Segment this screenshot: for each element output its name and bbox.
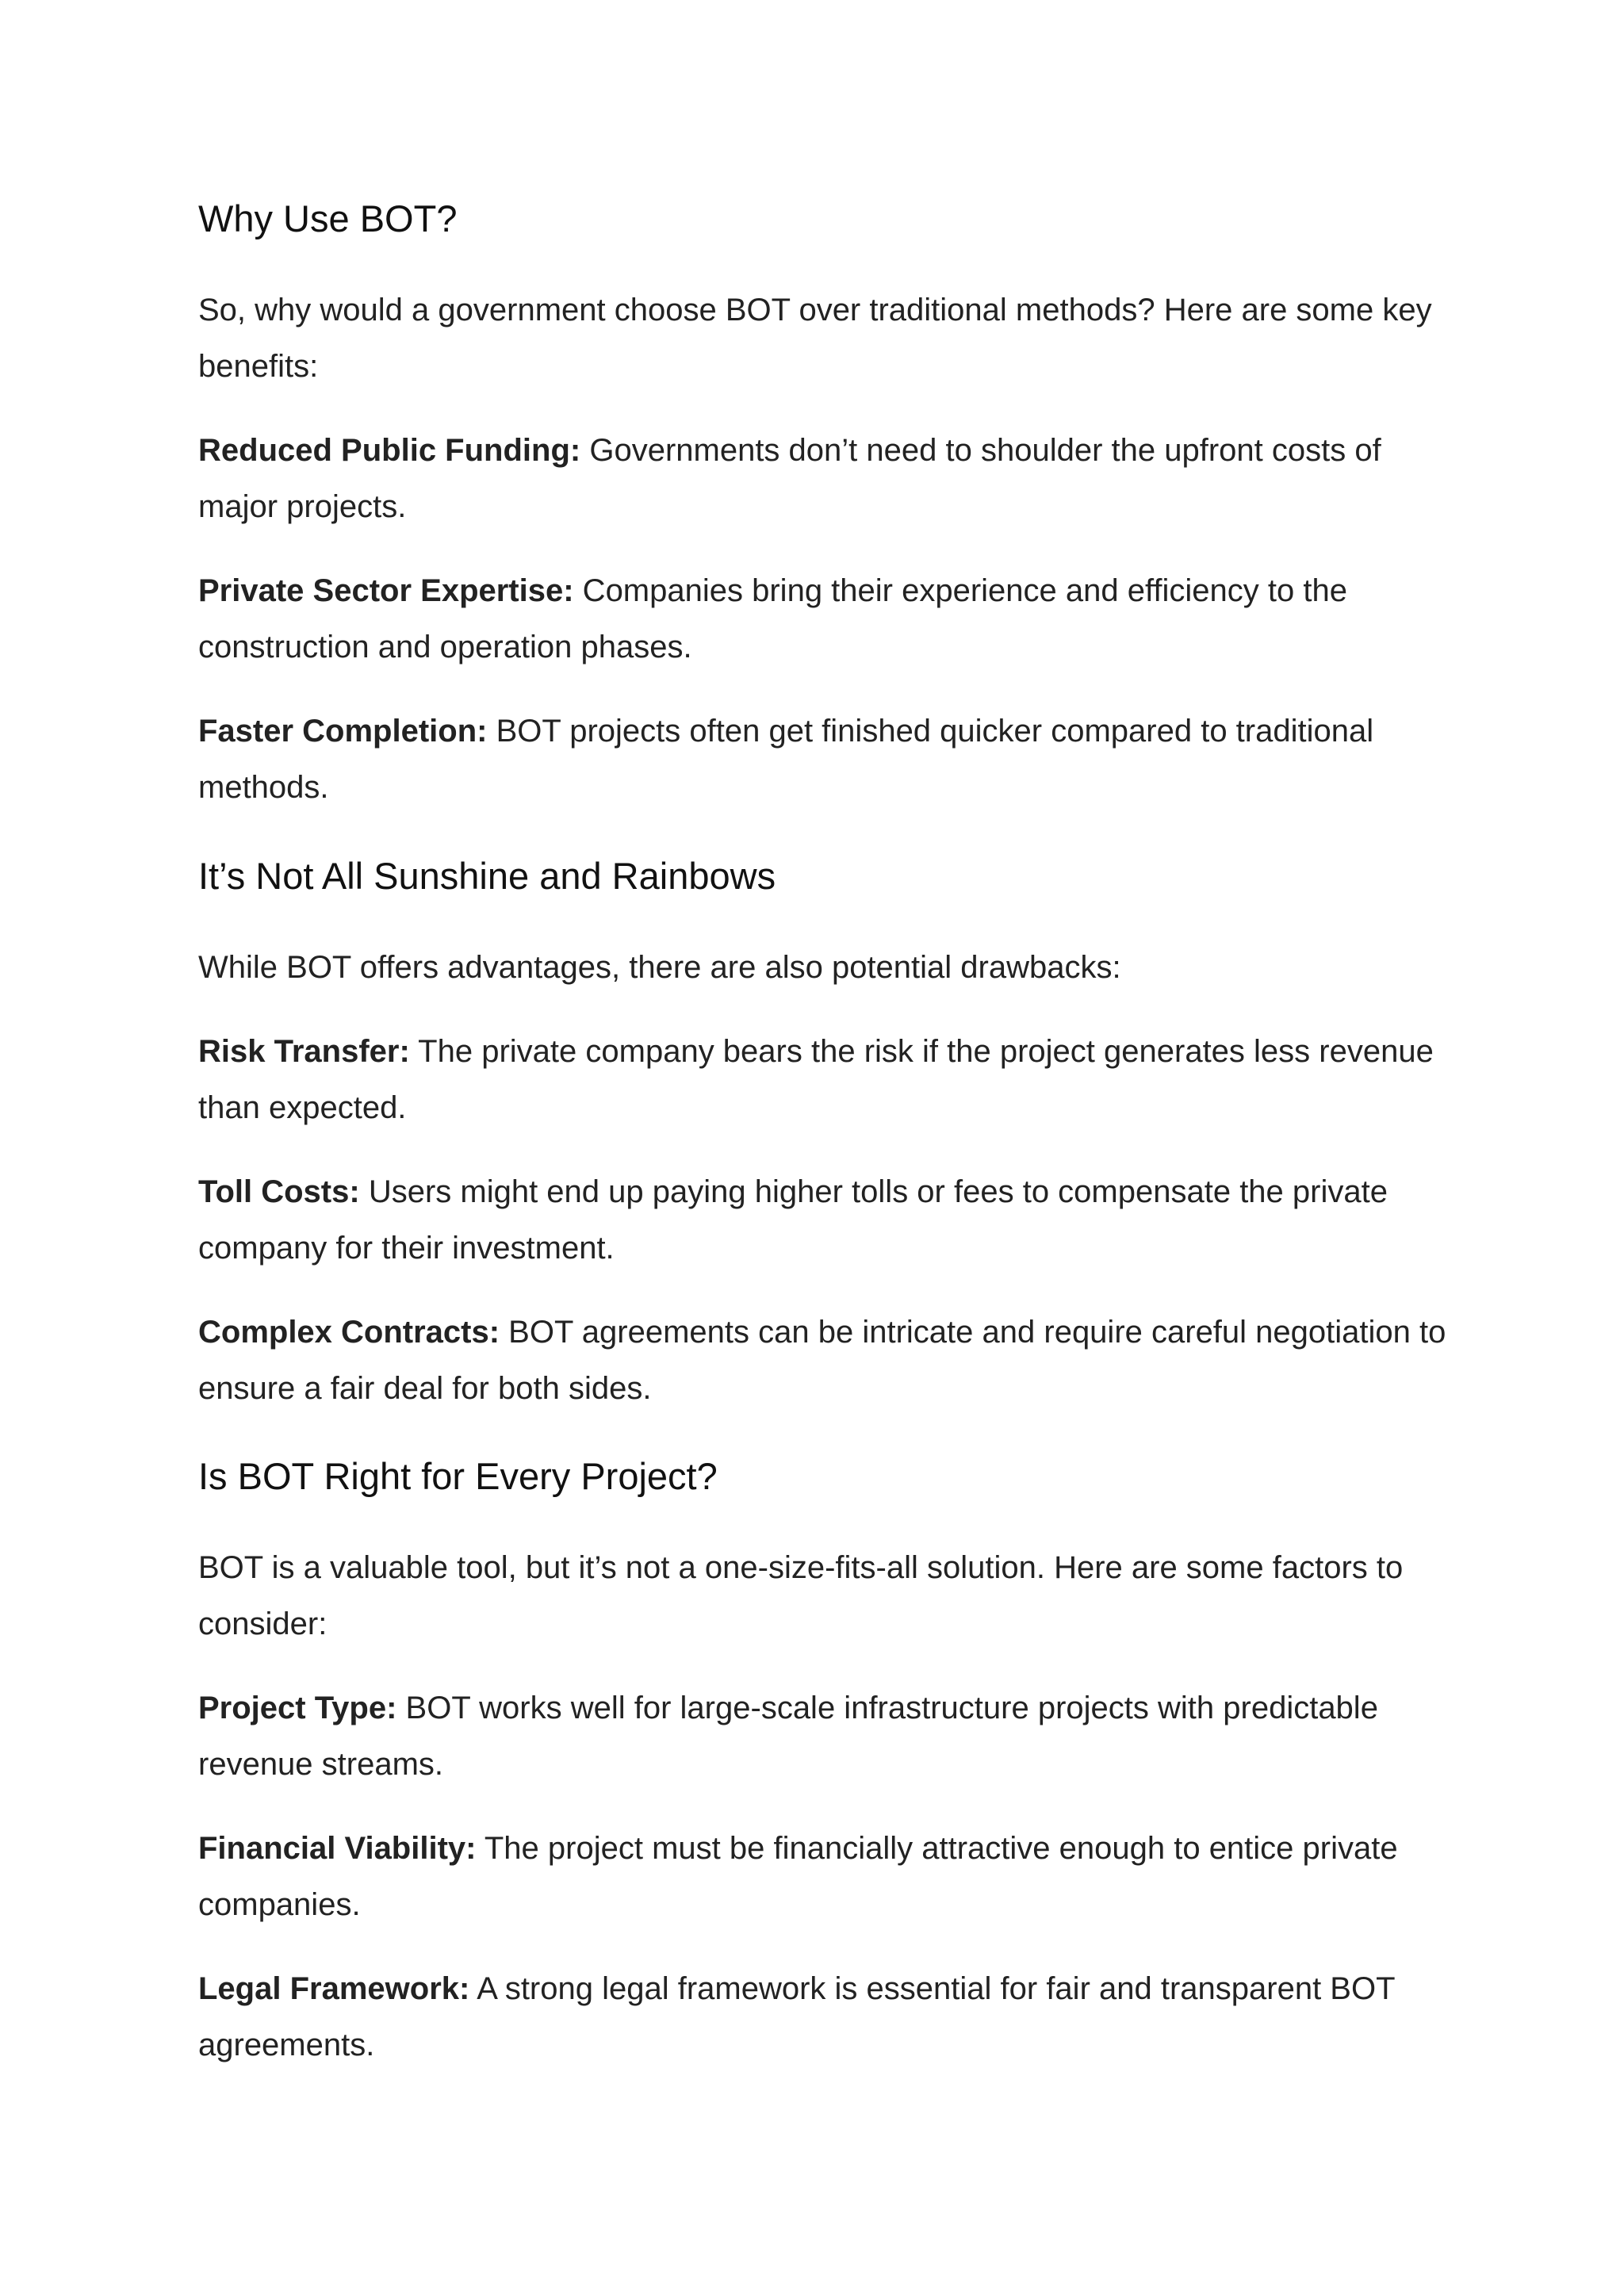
section-heading: Why Use BOT? xyxy=(198,197,458,239)
list-item xyxy=(198,1304,1451,1417)
item-text: BOT projects often get finished quicker compared to traditional methods. xyxy=(198,714,1374,805)
item-term: Toll Costs: xyxy=(198,1174,360,1209)
item-text: BOT works well for large-scale infrastructure projects with predictable revenue streams. xyxy=(198,1691,1378,1782)
list-item xyxy=(198,423,1451,535)
list-item xyxy=(198,563,1451,676)
item-term: Legal Framework: xyxy=(198,1971,470,2006)
section-intro: So, why would a government choose BOT over traditional methods? Here are some key benefits: xyxy=(198,293,1432,384)
section-intro: BOT is a valuable tool, but it’s not a one-size-fits-all solution. Here are some factors to consider: xyxy=(198,1550,1404,1641)
item-term: Financial Viability: xyxy=(198,1831,477,1866)
item-term: Project Type: xyxy=(198,1691,397,1725)
item-text: A strong legal framework is essential for fair and transparent BOT agreements. xyxy=(198,1971,1395,2062)
item-text: The project must be financially attractive enough to entice private companies. xyxy=(198,1831,1398,1922)
list-item xyxy=(198,1024,1451,1136)
section-heading: It’s Not All Sunshine and Rainbows xyxy=(198,855,776,897)
item-text: BOT agreements can be intricate and require careful negotiation to ensure a fair deal for both sides. xyxy=(198,1315,1446,1406)
item-term: Faster Completion: xyxy=(198,714,488,749)
list-item xyxy=(198,1680,1451,1793)
section-intro: While BOT offers advantages, there are also potential drawbacks: xyxy=(198,950,1121,985)
list-item xyxy=(198,1821,1451,1933)
item-text: The private company bears the risk if the project generates less revenue than expected. xyxy=(198,1034,1434,1125)
item-text: Governments don’t need to shoulder the upfront costs of major projects. xyxy=(198,433,1381,524)
list-item xyxy=(198,1164,1451,1277)
item-text: Users might end up paying higher tolls or fees to compensate the private company for their investment. xyxy=(198,1174,1388,1266)
item-text: Companies bring their experience and efficiency to the construction and operation phases. xyxy=(198,573,1347,664)
list-item xyxy=(198,703,1451,816)
list-item xyxy=(198,1961,1451,2074)
item-term: Complex Contracts: xyxy=(198,1315,500,1350)
section-heading: Is BOT Right for Every Project? xyxy=(198,1455,718,1497)
item-term: Reduced Public Funding: xyxy=(198,433,581,468)
item-term: Risk Transfer: xyxy=(198,1034,410,1069)
item-term: Private Sector Expertise: xyxy=(198,573,574,608)
